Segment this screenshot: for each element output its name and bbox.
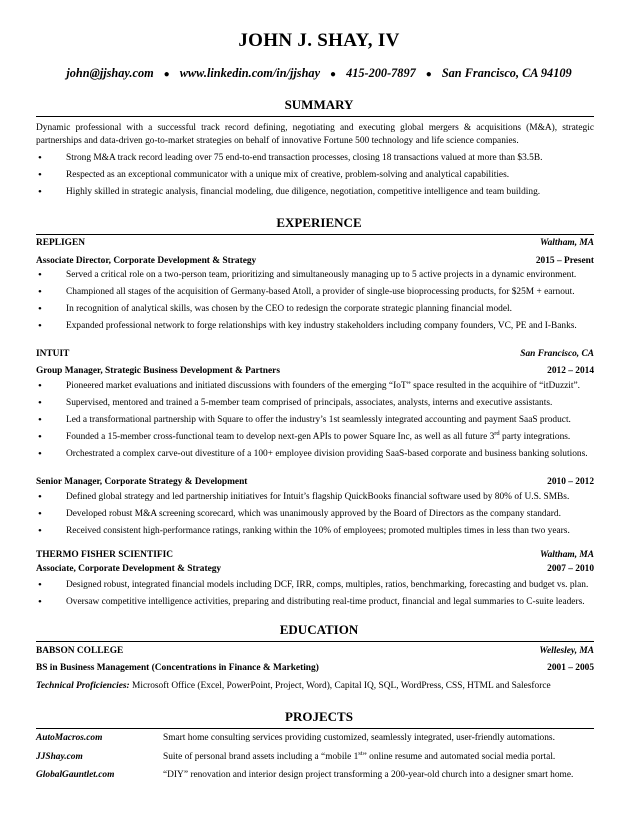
list-item: • Pioneered market evaluations and initiated discussions with founders of the emerging “IoT” space resulted in the acquihire of “itDuzzit”. <box>36 378 594 395</box>
desc-text: Suite of personal brand assets including a “mobile 1 <box>163 752 359 762</box>
school-row <box>36 644 594 658</box>
contact-line <box>0 66 638 81</box>
separator-dot: ● <box>163 69 170 80</box>
list-item: • Supervised, mentored and trained a 5-member team comprised of principals, associates, analysts, interns and executive assistants. <box>36 395 594 412</box>
list-item: • Oversaw competitive intelligence activities, preparing and distributing real-time product, financial and legal summaries to C-suite leaders. <box>36 594 594 611</box>
job-bullets <box>36 378 594 463</box>
separator-dot: ● <box>330 69 337 80</box>
company-name: REPLIGEN <box>36 238 85 248</box>
section-divider <box>36 641 594 642</box>
list-item: • Led a transformational partnership with Square to offer the industry’s 1st seamlessly integrated accounting and payment SaaS product. <box>36 412 594 429</box>
list-item: • Developed robust M&A screening scorecard, which was unanimously approved by the Board of Directors as the company standard. <box>36 506 594 523</box>
list-item: • Orchestrated a complex carve-out divestiture of a 100+ employee division providing SaaS-based corporate and business banking solutions. <box>36 446 594 463</box>
project-row <box>36 731 594 745</box>
summary-bullets <box>36 150 594 201</box>
company-name: THERMO FISHER SCIENTIFIC <box>36 550 174 560</box>
job-role-row <box>36 364 594 378</box>
job-location: San Francisco, CA <box>520 349 594 359</box>
degree-row <box>36 661 594 675</box>
email-link[interactable]: john@jjshay.com <box>66 66 154 80</box>
project-row <box>36 750 594 764</box>
section-divider <box>36 234 594 235</box>
summary-heading: SUMMARY <box>284 97 354 112</box>
job-title: Associate, Corporate Development & Strategy <box>36 564 222 574</box>
list-item: • Served a critical role on a two-person team, prioritizing and simultaneously managing up to 5 active projects in a dynamic environment. <box>36 267 594 284</box>
school-name: BABSON COLLEGE <box>36 646 124 656</box>
school-location: Wellesley, MA <box>539 646 594 656</box>
job-dates: 2010 – 2012 <box>547 477 594 487</box>
superscript: rd <box>494 429 500 437</box>
list-item: • Received consistent high-performance ratings, ranking within the 10% of employees; promoted multiples times in less than two years. <box>36 523 594 540</box>
job-role-row <box>36 254 594 268</box>
job-header-intuit <box>36 347 594 361</box>
section-divider <box>36 728 594 729</box>
project-row <box>36 768 594 782</box>
project-description: Smart home consulting services providing customized, seamlessly integrated, user-friendly automations. <box>163 733 555 743</box>
list-item: • In recognition of analytical skills, was chosen by the CEO to redesign the corporate strategic planning financial model. <box>36 301 594 318</box>
project-description: “DIY” renovation and interior design project transforming a 200-year-old church into a designer smart home. <box>163 770 574 780</box>
bullet-text: party integrations. <box>499 432 571 442</box>
project-name[interactable]: AutoMacros.com <box>36 733 103 743</box>
job-location: Waltham, MA <box>539 550 594 560</box>
desc-text: ” online resume and automated social media portal. <box>362 752 556 762</box>
list-item: • Respected as an exceptional communicator with a unique mix of creative, problem-solving and analytical capabilities. <box>36 167 594 184</box>
degree-dates: 2001 – 2005 <box>547 663 594 673</box>
job-bullets <box>36 577 594 611</box>
experience-heading: EXPERIENCE <box>276 215 362 230</box>
list-item: • Championed all stages of the acquisition of Germany-based Atoll, a provider of single-use bioprocessing products, for $25M + earnout. <box>36 284 594 301</box>
job-dates: 2012 – 2014 <box>547 366 594 376</box>
projects-heading: PROJECTS <box>285 709 353 724</box>
list-item: • Highly skilled in strategic analysis, financial modeling, due diligence, negotiation, competitive intelligence and team building. <box>36 184 594 201</box>
list-item: • Defined global strategy and led partnership initiatives for Intuit’s flagship QuickBooks financial software used by 80% of U.S. SMBs. <box>36 489 594 506</box>
separator-dot: ● <box>425 69 432 80</box>
project-name[interactable]: GlobalGauntlet.com <box>36 770 115 780</box>
job-title: Group Manager, Strategic Business Development & Partners <box>36 366 280 376</box>
location: San Francisco, CA 94109 <box>441 66 572 80</box>
job-bullets <box>36 267 594 335</box>
skills-list: Microsoft Office (Excel, PowerPoint, Project, Word), Capital IQ, SQL, WordPress, CSS, HTML and Salesforce <box>132 681 551 691</box>
job-bullets <box>36 489 594 540</box>
project-name[interactable]: JJShay.com <box>36 752 83 762</box>
phone-number[interactable]: 415-200-7897 <box>346 66 416 80</box>
job-role-row <box>36 475 594 489</box>
project-description <box>163 750 555 764</box>
job-header-thermo-fisher <box>36 548 594 562</box>
job-header-repligen <box>36 236 594 250</box>
list-item: • Designed robust, integrated financial models including DCF, IRR, comps, multiples, ratios, benchmarking, forecasting and budget vs. plan. <box>36 577 594 594</box>
job-dates: 2015 – Present <box>535 256 594 266</box>
list-item: • Strong M&A track record leading over 75 end-to-end transaction processes, closing 18 transactions valued at more than $3.5B. <box>36 150 594 167</box>
bullet-text: Founded a 15-member cross-functional team to develop next-gen APIs to power Square Inc, as well as all future 3 <box>66 432 495 442</box>
list-item <box>36 429 594 446</box>
candidate-name: JOHN J. SHAY, IV <box>238 30 400 51</box>
technical-proficiencies <box>36 679 594 693</box>
job-location: Waltham, MA <box>539 238 594 248</box>
job-title: Senior Manager, Corporate Strategy & Development <box>36 477 248 487</box>
section-divider <box>36 116 594 117</box>
degree: BS in Business Management (Concentrations in Finance & Marketing) <box>36 663 319 673</box>
list-item: • Expanded professional network to forge relationships with key industry stakeholders including company founders, VC, PE and I-Banks. <box>36 318 594 335</box>
summary-paragraph: Dynamic professional with a successful track record defining, negotiating and executing global mergers & acquisitions (M&A), strategic partnerships and data-driven go-to-market strategies on behalf of innovative Fortune 500 technology and life science companies. <box>36 123 594 146</box>
job-title: Associate Director, Corporate Development & Strategy <box>36 256 257 266</box>
linkedin-link[interactable]: www.linkedin.com/in/jjshay <box>179 66 321 80</box>
skills-label: Technical Proficiencies: <box>36 681 130 691</box>
job-dates: 2007 – 2010 <box>547 564 594 574</box>
superscript: st <box>358 749 363 757</box>
education-heading: EDUCATION <box>279 622 359 637</box>
job-role-row <box>36 562 594 576</box>
company-name: INTUIT <box>36 349 70 359</box>
